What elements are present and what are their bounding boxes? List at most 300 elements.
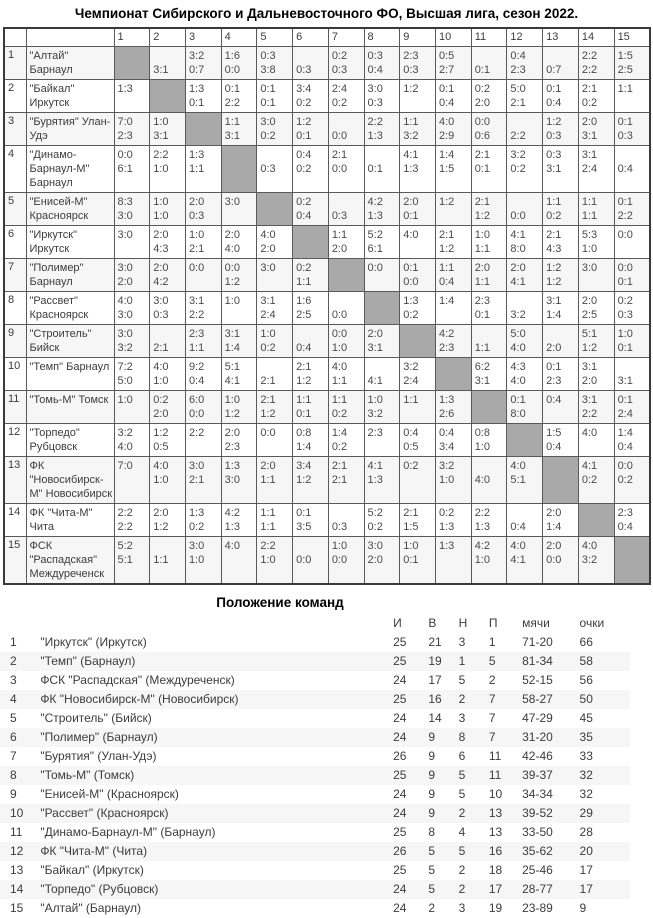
score-bottom: 0:0 (331, 130, 348, 142)
score-top: 4:0 (581, 427, 598, 439)
standings-value: 25 (393, 863, 407, 877)
score-top: 0:5 (438, 50, 455, 62)
score-cell (293, 146, 329, 193)
score-bottom: 2:2 (581, 64, 598, 76)
standings-place: 6 (0, 728, 40, 747)
standings-value: 24 (393, 711, 407, 725)
score-top: 0:2 (617, 295, 633, 307)
score-cell (400, 259, 436, 292)
score-bottom: 0:1 (367, 163, 383, 175)
score-cell (364, 457, 400, 504)
score-cell (614, 80, 650, 113)
score-cell (471, 113, 507, 146)
score-cell (114, 537, 150, 585)
score-bottom: 0:1 (403, 554, 419, 566)
score-bottom: 2:0 (581, 375, 598, 387)
page-title: Чемпионат Сибирского и Дальневосточного ФО, Высшая лига, сезон 2022. (74, 6, 579, 21)
score-cell (471, 424, 507, 457)
score-top: 0:3 (546, 149, 562, 161)
score-cell (257, 47, 293, 80)
score-cell (578, 80, 614, 113)
score-bottom: 1:3 (367, 210, 383, 222)
score-bottom: 1:1 (474, 342, 490, 354)
standings-row-1 (0, 633, 630, 652)
score-bottom: 2:1 (260, 375, 276, 387)
score-cell (543, 146, 579, 193)
score-top: 0:0 (188, 262, 205, 274)
standings-section (0, 593, 653, 918)
team-name: ФК "Новосибирск-М" Новосибирск (26, 457, 114, 504)
score-bottom: 3:2 (117, 342, 133, 354)
score-bottom: 0:4 (188, 375, 205, 387)
score-top: 0:2 (296, 262, 312, 274)
score-top: 0:1 (617, 394, 633, 406)
standings-row-15 (0, 899, 630, 918)
score-cell (614, 292, 650, 325)
standings-value: 19 (428, 652, 458, 671)
score-cell (114, 391, 150, 424)
score-bottom: 3:4 (438, 441, 455, 453)
score-bottom: 3:1 (546, 163, 562, 175)
score-bottom (368, 275, 399, 289)
score-cell (507, 292, 543, 325)
score-top: 8:3 (117, 196, 133, 208)
score-bottom: 3:2 (510, 309, 526, 321)
standings-value: 71-20 (522, 635, 553, 649)
score-cell (578, 325, 614, 358)
score-top: 3:0 (117, 262, 133, 274)
standings-value: 7 (489, 728, 522, 747)
score-bottom: 2:4 (617, 408, 633, 420)
row-number: 12 (4, 424, 26, 457)
score-bottom: 1:2 (224, 276, 240, 288)
score-cell (257, 537, 293, 585)
score-top (332, 294, 363, 308)
score-cell (471, 457, 507, 504)
score-bottom: 0:0 (188, 408, 205, 420)
score-bottom: 4:0 (474, 474, 490, 486)
score-top: 2:0 (581, 116, 598, 128)
score-cell (507, 226, 543, 259)
score-top: 0:8 (474, 427, 490, 439)
score-cell (435, 292, 471, 325)
score-bottom: 2:3 (117, 130, 133, 142)
score-cell (471, 325, 507, 358)
row-number: 13 (4, 457, 26, 504)
score-cell (221, 113, 257, 146)
standings-value: 29 (580, 804, 630, 823)
score-cell (150, 325, 186, 358)
diagonal-cell (364, 292, 400, 325)
score-top: 1:5 (546, 427, 562, 439)
standings-value: 24 (393, 880, 428, 899)
score-bottom: 1:1 (581, 210, 598, 222)
standings-row-6 (0, 728, 630, 747)
score-cell (364, 193, 400, 226)
score-bottom: 2:0 (117, 276, 133, 288)
diagonal-cell (114, 47, 150, 80)
score-top: 3:2 (403, 361, 419, 373)
standings-place: 4 (0, 690, 40, 709)
row-number: 9 (4, 325, 26, 358)
score-top: 5:1 (581, 328, 598, 340)
standings-team: "Торпедо" (Рубцовск) (40, 880, 393, 899)
score-bottom: 1:0 (153, 163, 169, 175)
score-bottom: 3:1 (153, 130, 169, 142)
score-bottom (546, 407, 577, 421)
standings-value: 58-27 (522, 690, 579, 709)
score-top: 4:1 (510, 229, 526, 241)
score-top: 2:1 (296, 361, 312, 373)
score-bottom (118, 96, 149, 110)
score-cell (150, 146, 186, 193)
score-top: 0:8 (296, 427, 312, 439)
score-top: 3:0 (581, 262, 598, 274)
score-top: 0:4 (403, 427, 419, 439)
score-cell (364, 47, 400, 80)
score-top: 0:4 (510, 50, 526, 62)
score-bottom: 1:3 (224, 521, 240, 533)
score-bottom: 2:4 (260, 309, 276, 321)
standings-place: 14 (0, 880, 40, 899)
standings-team: "Байкал" (Иркутск) (40, 863, 144, 877)
score-bottom: 0:5 (403, 441, 419, 453)
score-top: 1:0 (188, 229, 205, 241)
score-top: 4:0 (581, 540, 598, 552)
score-cell (578, 358, 614, 391)
standings-place: 11 (10, 825, 23, 839)
score-cell (185, 226, 221, 259)
score-top: 1:1 (331, 229, 348, 241)
standings-value: 17 (489, 880, 522, 899)
score-cell (435, 259, 471, 292)
score-cell (293, 259, 329, 292)
standings-value: 17 (580, 880, 630, 899)
score-cell (293, 424, 329, 457)
score-top (332, 195, 363, 209)
score-cell (435, 537, 471, 585)
standings-value: 21 (428, 635, 442, 649)
score-top (618, 148, 648, 162)
score-cell (400, 146, 436, 193)
score-bottom: 0:2 (331, 408, 348, 420)
score-bottom: 3:0 (117, 309, 133, 321)
standings-value: 6 (458, 749, 466, 763)
score-top: 1:1 (617, 83, 633, 95)
score-cell (328, 146, 364, 193)
standings-header-row (0, 614, 630, 633)
standings-team: "Алтай" (Барнаул) (40, 901, 142, 915)
standings-row-11 (0, 823, 630, 842)
score-cell (185, 292, 221, 325)
score-bottom: 6:1 (367, 243, 383, 255)
column-header-4: 4 (221, 28, 257, 47)
score-bottom: 0:3 (617, 309, 633, 321)
diagonal-cell (221, 146, 257, 193)
score-cell (150, 259, 186, 292)
score-cell (150, 358, 186, 391)
score-bottom: 1:3 (403, 163, 419, 175)
score-top: 3:0 (260, 116, 276, 128)
score-bottom: 0:0 (296, 554, 312, 566)
standings-value: 2 (459, 880, 489, 899)
standings-place: 8 (0, 766, 40, 785)
score-top (475, 327, 506, 341)
score-top: 1:0 (260, 328, 276, 340)
cross-row-14 (4, 504, 650, 537)
score-bottom: 0:4 (438, 276, 455, 288)
score-bottom: 1:2 (260, 408, 276, 420)
standings-place: 15 (10, 901, 24, 915)
diagonal-cell (257, 193, 293, 226)
score-bottom: 0:2 (260, 342, 276, 354)
score-bottom (403, 473, 434, 487)
score-bottom: 1:1 (260, 474, 276, 486)
score-bottom: 3:1 (153, 64, 169, 76)
score-cell (221, 504, 257, 537)
standings-header-Н: Н (458, 616, 468, 630)
score-top: 3:1 (581, 361, 598, 373)
score-cell (221, 325, 257, 358)
score-cell (221, 391, 257, 424)
score-bottom: 3:8 (260, 64, 276, 76)
score-cell (364, 146, 400, 193)
score-cell (257, 325, 293, 358)
score-cell (400, 292, 436, 325)
score-top: 1:0 (224, 295, 240, 307)
score-top (368, 360, 399, 374)
score-cell (293, 325, 329, 358)
standings-value: 9 (428, 749, 436, 763)
score-top: 0:1 (617, 196, 633, 208)
cross-row-4 (4, 146, 650, 193)
standings-value: 25 (393, 690, 428, 709)
score-cell (400, 113, 436, 146)
score-top (510, 294, 541, 308)
score-cell (257, 259, 293, 292)
standings-value: 5 (428, 842, 458, 861)
score-top: 1:0 (331, 540, 348, 552)
standings-team-header-empty (40, 614, 393, 633)
standings-team: ФК "Чита-М" (Чита) (40, 842, 393, 861)
score-bottom: 4:0 (510, 375, 526, 387)
score-top: 1:1 (296, 394, 312, 406)
score-cell (400, 226, 436, 259)
team-column-header-empty (26, 28, 114, 47)
score-bottom: 3:5 (296, 521, 312, 533)
score-top (296, 539, 327, 553)
score-top: 2:0 (474, 262, 490, 274)
standings-value: 24 (393, 787, 407, 801)
score-cell (400, 391, 436, 424)
standings-value: 3 (458, 901, 466, 915)
standings-team: "Темп" (Барнаул) (40, 652, 393, 671)
row-number: 4 (4, 146, 26, 193)
score-cell (221, 424, 257, 457)
score-top: 2:3 (367, 427, 383, 439)
standings-value: 9 (579, 901, 587, 915)
score-cell (543, 80, 579, 113)
column-header-1: 1 (114, 28, 150, 47)
score-top (296, 49, 327, 63)
score-cell (507, 113, 543, 146)
score-bottom: 2:2 (617, 210, 633, 222)
score-top: 0:2 (331, 50, 348, 62)
score-bottom: 6:1 (117, 163, 133, 175)
score-cell (400, 80, 436, 113)
column-header-12: 12 (507, 28, 543, 47)
standings-value: 19 (488, 901, 503, 915)
score-cell (507, 193, 543, 226)
score-bottom: 1:3 (438, 521, 455, 533)
column-header-2: 2 (150, 28, 186, 47)
score-bottom: 0:0 (331, 163, 348, 175)
standings-value: 3 (458, 711, 466, 725)
score-cell (400, 537, 436, 585)
score-top: 3:2 (188, 50, 205, 62)
standings-value: 11 (489, 766, 522, 785)
score-cell (507, 325, 543, 358)
score-bottom (582, 440, 613, 454)
score-cell (364, 113, 400, 146)
score-top: 5:2 (117, 540, 133, 552)
score-bottom: 2:0 (331, 243, 348, 255)
score-cell (543, 113, 579, 146)
standings-value: 7 (488, 711, 496, 725)
score-top (260, 148, 291, 162)
score-bottom: 2:1 (153, 342, 169, 354)
score-top: 1:3 (188, 507, 205, 519)
score-top: 2:1 (331, 149, 348, 161)
standings-value: 24 (393, 673, 407, 687)
score-bottom: 2:5 (617, 64, 633, 76)
standings-team: "Бурятия" (Улан-Удэ) (40, 749, 157, 763)
score-cell (221, 80, 257, 113)
team-name: "Бурятия" Улан-Удэ (26, 113, 114, 146)
score-bottom: 0:4 (617, 441, 633, 453)
score-bottom (260, 440, 291, 454)
score-cell (614, 47, 650, 80)
score-top (153, 539, 184, 553)
standings-value: 17 (579, 863, 593, 877)
score-bottom (118, 242, 149, 256)
score-bottom: 2:4 (403, 375, 419, 387)
score-cell (114, 358, 150, 391)
score-bottom: 0:3 (188, 210, 205, 222)
score-cell (293, 457, 329, 504)
score-cell (185, 424, 221, 457)
score-top (332, 115, 363, 129)
standings-value: 7 (489, 690, 522, 709)
score-top: 1:4 (331, 427, 348, 439)
score-top: 1:2 (546, 262, 562, 274)
score-cell (435, 424, 471, 457)
score-top: 0:1 (546, 361, 562, 373)
score-bottom: 3:1 (617, 375, 633, 387)
score-cell (578, 226, 614, 259)
score-cell (471, 47, 507, 80)
score-cell (400, 504, 436, 537)
score-cell (114, 424, 150, 457)
score-top: 3:2 (438, 460, 455, 472)
score-top: 0:0 (617, 229, 633, 241)
standings-team: "Полимер" (Барнаул) (40, 728, 393, 747)
score-bottom: 0:3 (260, 163, 276, 175)
score-cell (257, 226, 293, 259)
score-top: 1:3 (117, 83, 133, 95)
score-cell (221, 358, 257, 391)
score-bottom: 2:0 (367, 554, 383, 566)
standings-place: 5 (10, 711, 17, 725)
standings-place: 7 (10, 749, 17, 763)
score-bottom: 5:1 (510, 474, 526, 486)
score-bottom: 1:3 (367, 474, 383, 486)
standings-value: 9 (428, 787, 436, 801)
score-cell (364, 325, 400, 358)
score-bottom: 0:3 (153, 309, 169, 321)
score-top: 1:4 (438, 149, 455, 161)
score-bottom: 0:1 (617, 342, 633, 354)
standings-value: 8 (459, 728, 489, 747)
score-bottom: 3:0 (117, 210, 133, 222)
standings-team: "Иркутск" (Иркутск) (40, 635, 147, 649)
score-top: 0:1 (438, 83, 455, 95)
team-name: "Темп" Барнаул (26, 358, 114, 391)
team-name: "Строитель" Бийск (26, 325, 114, 358)
score-cell (150, 504, 186, 537)
score-cell (328, 391, 364, 424)
score-top: 5:0 (510, 83, 526, 95)
score-top: 0:2 (296, 196, 312, 208)
score-bottom: 0:3 (403, 64, 419, 76)
score-top (296, 327, 327, 341)
standings-team: "Динамо-Барнаул-М" (Барнаул) (40, 825, 216, 839)
score-bottom: 1:4 (296, 441, 312, 453)
score-cell (471, 193, 507, 226)
standings-value: 58 (580, 652, 630, 671)
score-bottom: 1:2 (153, 521, 169, 533)
standings-value: 33 (579, 749, 593, 763)
score-cell (257, 80, 293, 113)
score-bottom: 1:2 (296, 375, 312, 387)
score-top: 1:1 (546, 196, 562, 208)
row-number: 15 (4, 537, 26, 585)
score-cell (328, 292, 364, 325)
score-cell (471, 358, 507, 391)
score-bottom: 0:2 (188, 521, 205, 533)
score-cell (471, 80, 507, 113)
column-header-7: 7 (328, 28, 364, 47)
score-cell (328, 537, 364, 585)
team-name: "Полимер" Барнаул (26, 259, 114, 292)
score-top: 1:5 (617, 50, 633, 62)
standings-row-13 (0, 861, 630, 880)
score-cell (328, 504, 364, 537)
cross-row-3 (4, 113, 650, 146)
standings-value: 5 (458, 673, 466, 687)
score-bottom: 0:2 (367, 521, 383, 533)
score-cell (221, 292, 257, 325)
standings-value: 5 (459, 766, 489, 785)
score-top (332, 506, 363, 520)
score-top: 5:0 (510, 328, 526, 340)
score-cell (543, 259, 579, 292)
score-cell (221, 226, 257, 259)
score-bottom: 3:1 (581, 130, 598, 142)
score-top: 3:0 (260, 262, 276, 274)
score-cell (114, 80, 150, 113)
score-bottom: 4:1 (510, 554, 526, 566)
